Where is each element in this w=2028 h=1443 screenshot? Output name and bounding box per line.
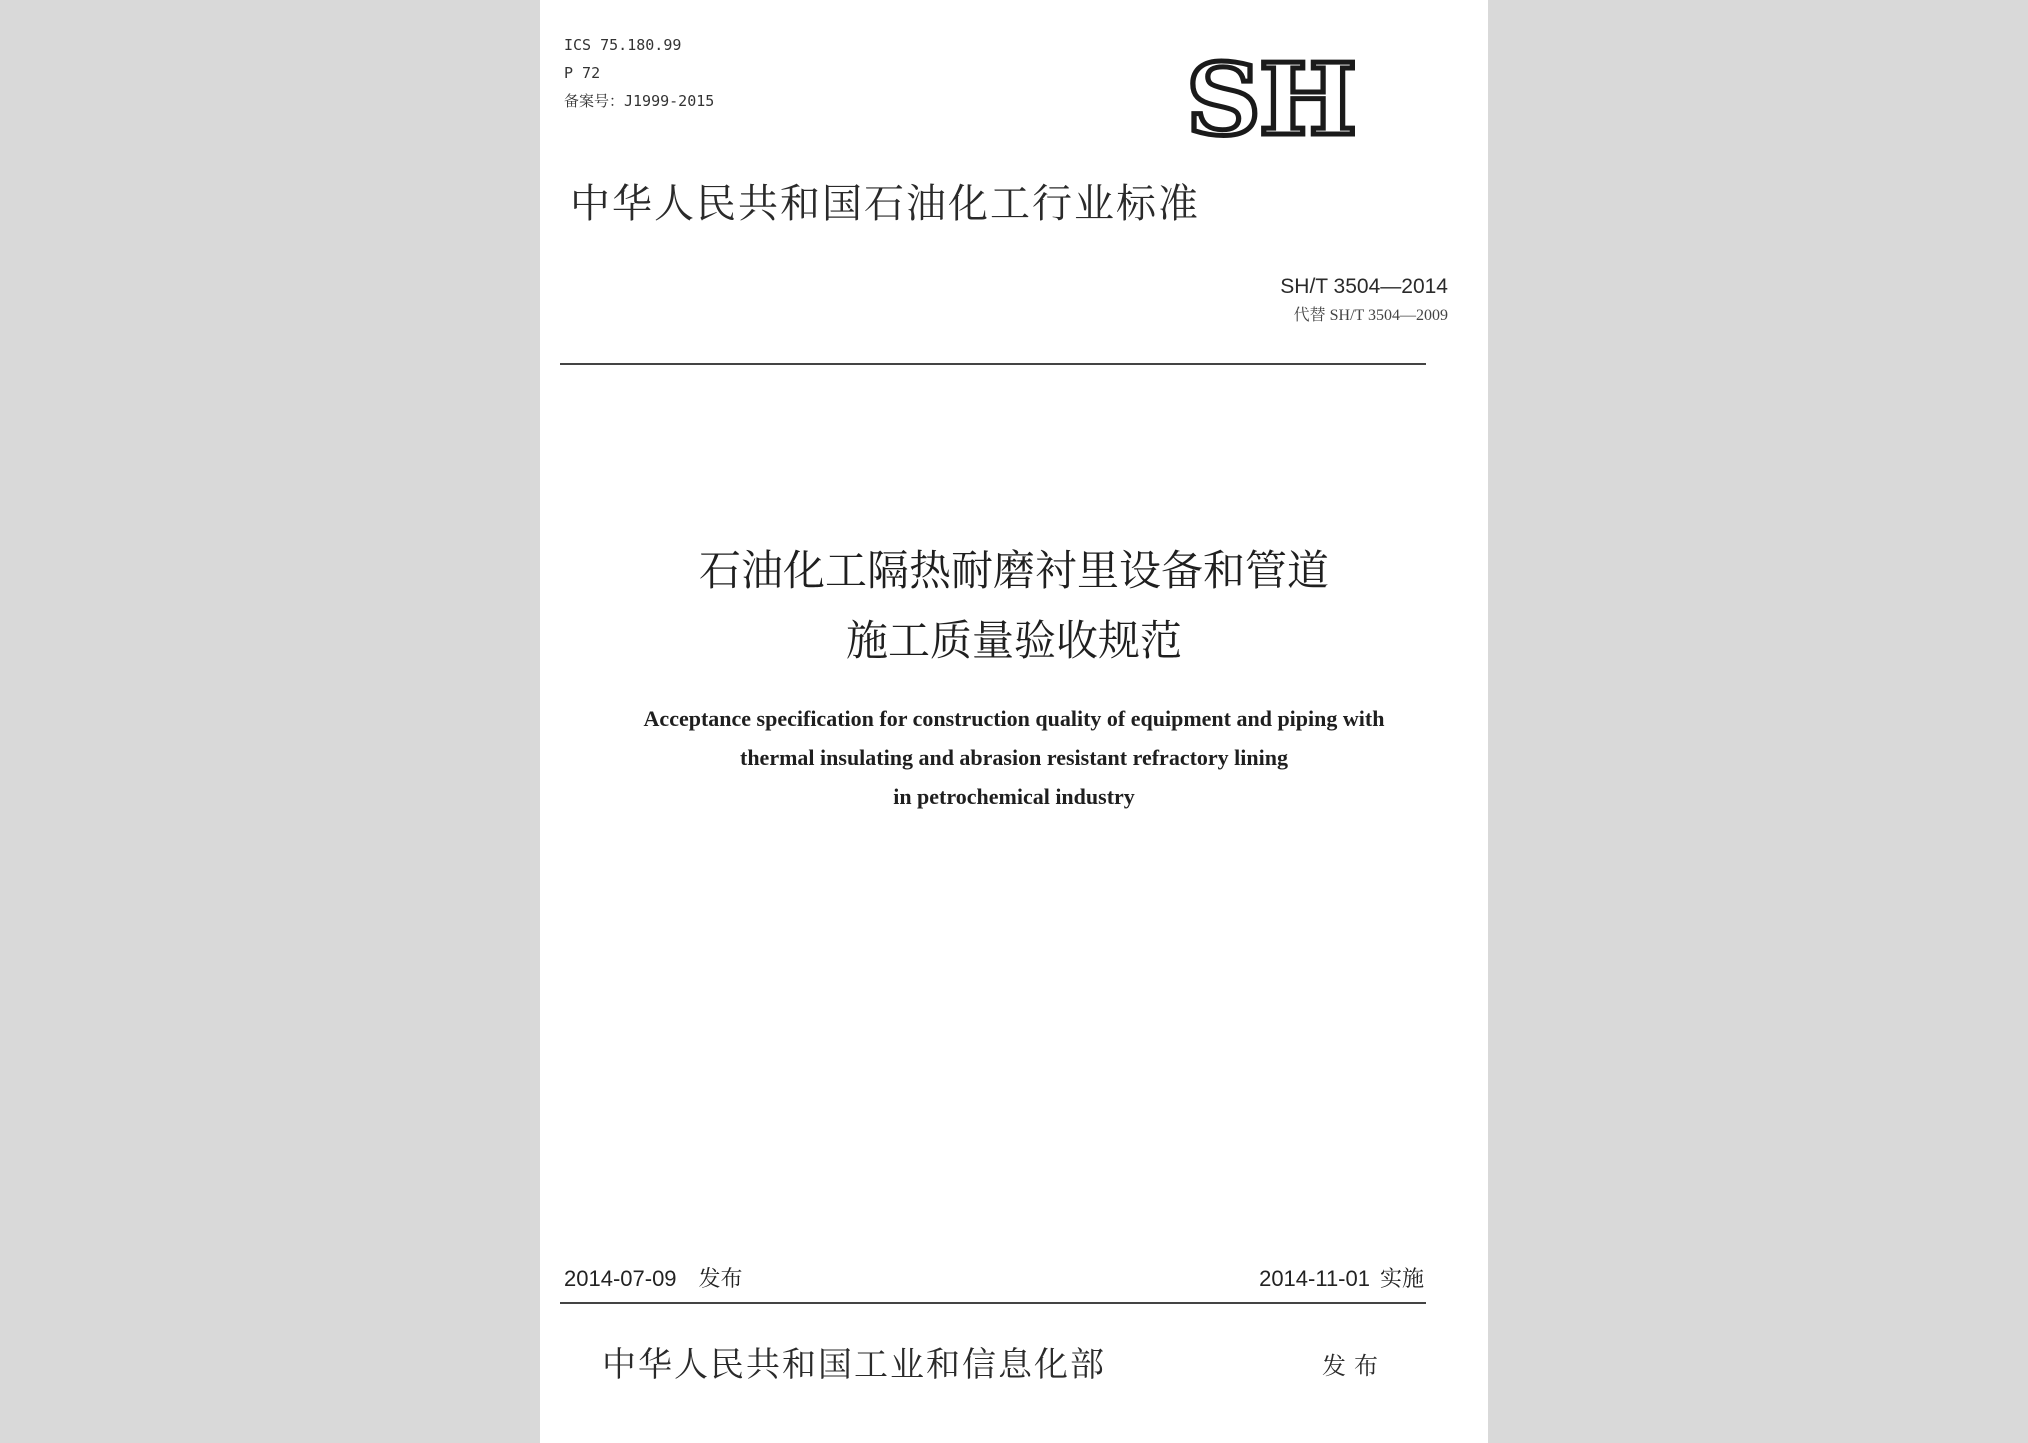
chinese-title-line-2: 施工质量验收规范 xyxy=(845,616,1182,665)
bottom-divider xyxy=(560,1302,1426,1304)
ccs-code: P 72 xyxy=(564,64,601,82)
implement-date-block xyxy=(1259,1268,1424,1290)
ics-code: ICS 75.180.99 xyxy=(564,36,682,54)
publish-label: 发布 xyxy=(1322,1352,1386,1380)
top-divider xyxy=(560,363,1426,365)
english-title-line-2: thermal insulating and abrasion resistant refractory lining xyxy=(740,745,1288,770)
document-page xyxy=(540,0,1488,1443)
industry-standard-title: 中华人民共和国石油化工行业标准 xyxy=(570,181,1200,227)
filing-number: 备案号：J1999-2015 xyxy=(564,92,715,110)
implement-date: 2014-11-01 xyxy=(1259,1266,1370,1291)
publisher-name: 中华人民共和国工业和信息化部 xyxy=(602,1345,1106,1385)
english-title-line-3: in petrochemical industry xyxy=(893,784,1135,809)
standard-number: SH/T 3504—2014 xyxy=(1280,275,1448,298)
issue-date: 2014-07-09 xyxy=(564,1266,677,1291)
issue-label: 发布 xyxy=(698,1266,743,1291)
issue-date-block xyxy=(564,1268,743,1290)
replaces-standard: 代替 SH/T 3504—2009 xyxy=(1293,307,1448,324)
sh-logo: SH xyxy=(1186,43,1355,158)
implement-label: 实施 xyxy=(1379,1266,1424,1291)
chinese-title-line-1: 石油化工隔热耐磨衬里设备和管道 xyxy=(698,546,1329,595)
english-title-line-1: Acceptance specification for construction quality of equipment and piping with xyxy=(643,706,1385,731)
